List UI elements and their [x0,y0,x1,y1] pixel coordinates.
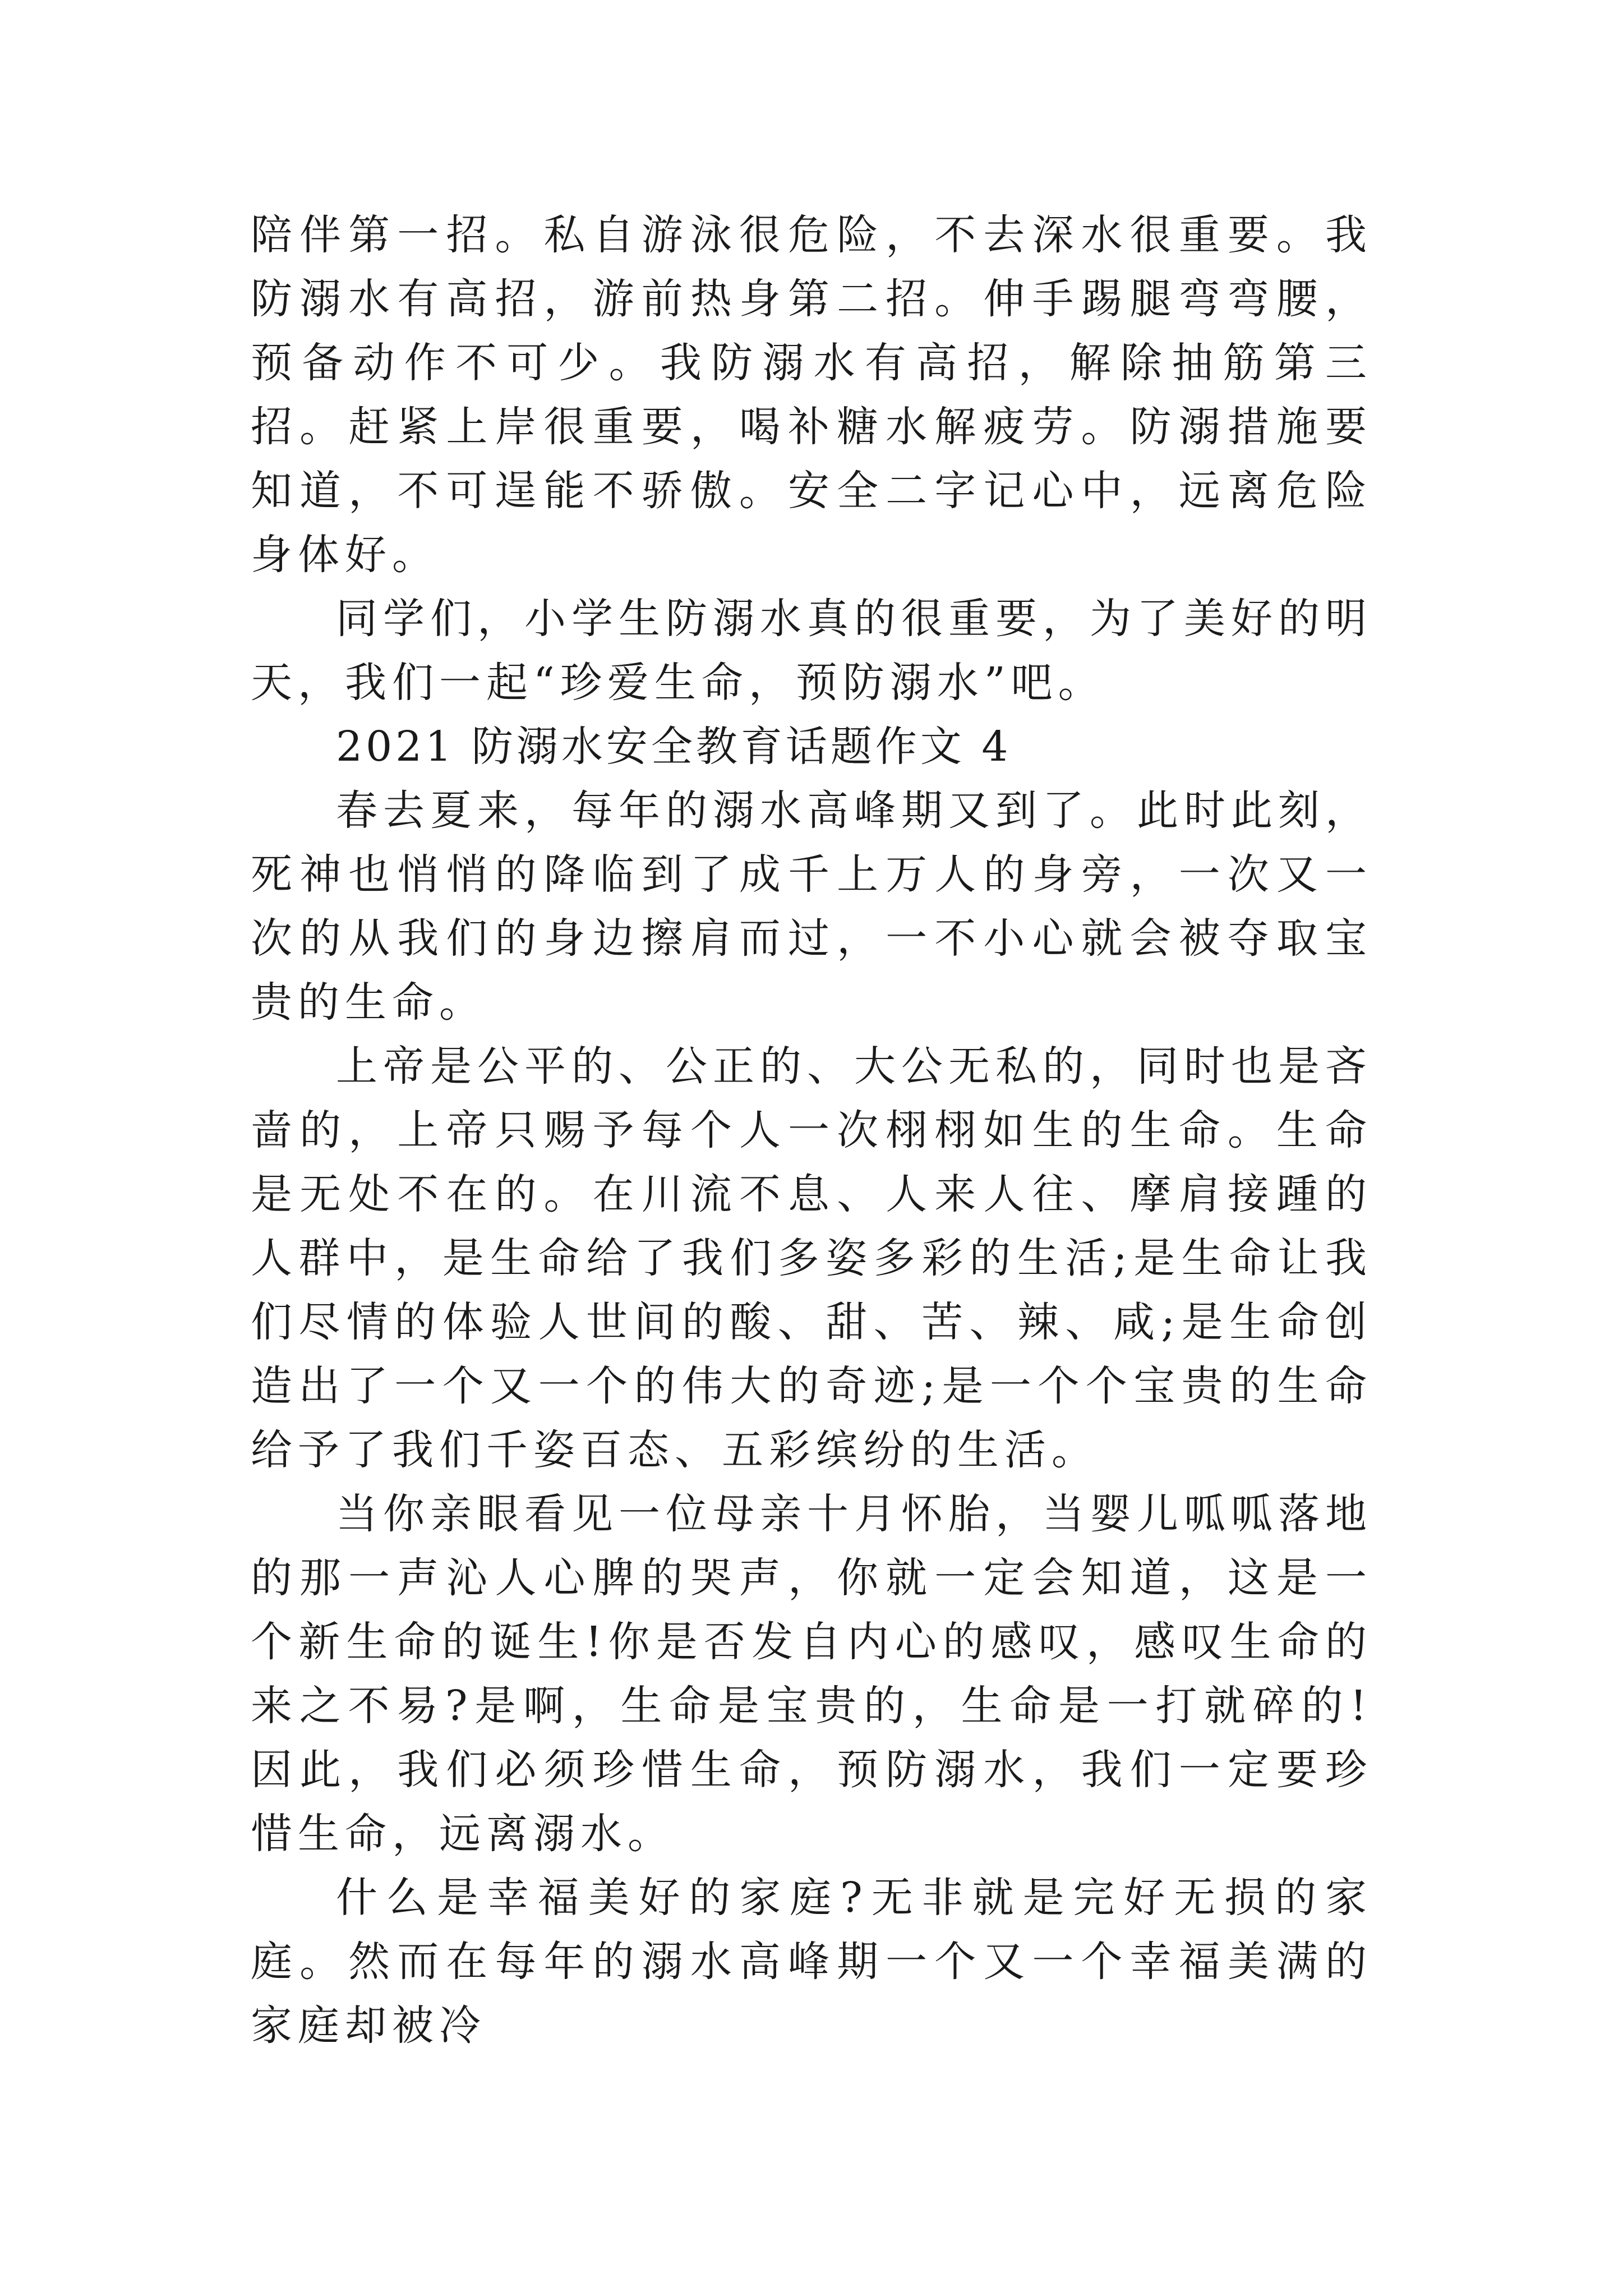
document-body [251,203,1372,2058]
paragraph-5: 当你亲眼看见一位母亲十月怀胎，当婴儿呱呱落地的那一声沁人心脾的哭声，你就一定会知道，这是一个新生命的诞生!你是否发自内心的感叹，感叹生命的来之不易?是啊，生命是宝贵的，生命是一打就碎的!因此，我们必须珍惜生命，预防溺水，我们一定要珍惜生命，远离溺水。 [251,1490,1372,1858]
essay-heading: 2021 防溺水安全教育话题作文 4 [336,723,1012,771]
paragraph-2: 同学们，小学生防溺水真的很重要，为了美好的明天，我们一起“珍爱生命，预防溺水”吧。 [251,595,1372,707]
paragraph-3: 春去夏来，每年的溺水高峰期又到了。此时此刻，死神也悄悄的降临到了成千上万人的身旁，一次又一次的从我们的身边擦肩而过，一不小心就会被夺取宝贵的生命。 [251,786,1372,1027]
paragraph-6: 什么是幸福美好的家庭?无非就是完好无损的家庭。然而在每年的溺水高峰期一个又一个幸福美满的家庭却被冷 [251,1874,1372,2050]
paragraph-1: 陪伴第一招。私自游泳很危险，不去深水很重要。我防溺水有高招，游前热身第二招。伸手踢腿弯弯腰，预备动作不可少。我防溺水有高招，解除抽筋第三招。赶紧上岸很重要，喝补糖水解疲劳。防溺措施要知道，不可逞能不骄傲。安全二字记心中，远离危险身体好。 [251,211,1372,579]
paragraph-4: 上帝是公平的、公正的、大公无私的，同时也是吝啬的，上帝只赐予每个人一次栩栩如生的生命。生命是无处不在的。在川流不息、人来人往、摩肩接踵的人群中，是生命给了我们多姿多彩的生活;是生命让我们尽情的体验人世间的酸、甜、苦、辣、咸;是生命创造出了一个又一个的伟大的奇迹;是一个个宝贵的生命给予了我们千姿百态、五彩缤纷的生活。 [251,1042,1372,1474]
